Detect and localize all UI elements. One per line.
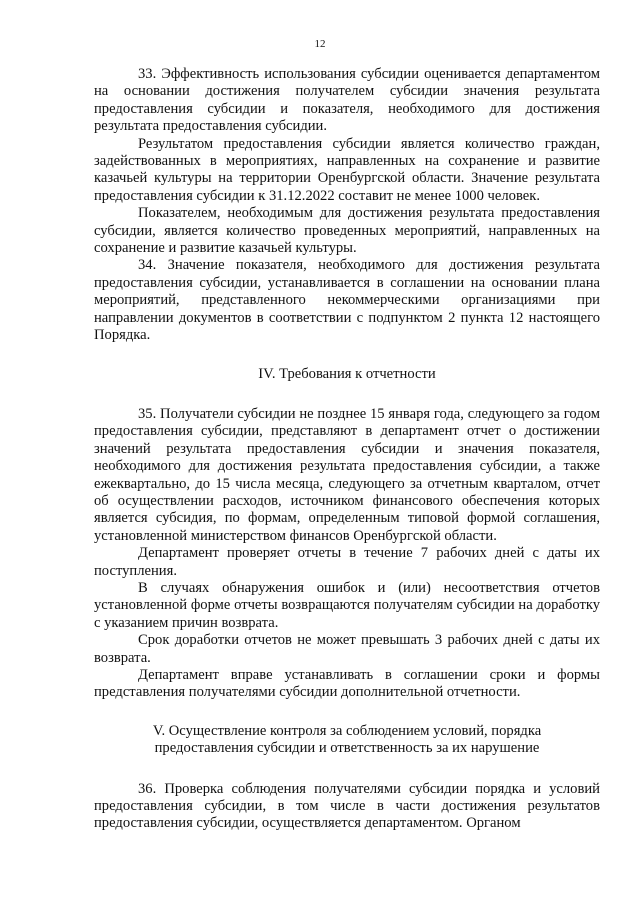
section-5-heading-line-1: V. Осуществление контроля за соблюдением условий, порядка xyxy=(152,722,542,739)
paragraph-35-errors: В случаях обнаружения ошибок и (или) несоответствия отчетов установленной форме отчеты возвращаются получателям субсидии на доработку с указанием причин возврата. xyxy=(94,579,600,631)
section-5-heading-line-2: предоставления субсидии и ответственность за их нарушение xyxy=(154,740,540,757)
spacer xyxy=(94,702,600,723)
spacer xyxy=(94,345,600,366)
paragraph-34: 34. Значение показателя, необходимого для достижения результата предоставления субсидии, устанавливается в соглашении на основании плана мероприятий, представленного некоммерческими организациями при направлении документов в соответствии с подпунктом 2 пункта 12 настоящего Порядка. xyxy=(94,257,600,344)
spacer xyxy=(94,383,600,406)
paragraph-33-result: Результатом предоставления субсидии является количество граждан, задействованных в мероприятиях, направленных на сохранение и развитие казачьей культуры на территории Оренбургской области. Значение результата предоставления субсидии к 31.12.2022 составит не менее 1000 человек. xyxy=(94,135,600,204)
section-4-heading: IV. Требования к отчетности xyxy=(258,365,436,382)
paragraph-36: 36. Проверка соблюдения получателями субсидии порядка и условий предоставления субсидии, в том числе в части достижения результатов предоставления субсидии, осуществляется департаментом. Органом xyxy=(94,780,600,832)
paragraph-35: 35. Получатели субсидии не позднее 15 января года, следующего за годом предоставления субсидии, представляют в департамент отчет о достижении значений результата предоставления субсидии и значения показателя, необходимого для достижения результата предоставления субсидии, а также ежеквартально, до 15 числа месяца, следующего за отчетным кварталом, отчет об осуществлении расходов, источником финансового обеспечения которых является субсидия, по формам, определенным типовой формой соглашения, установленной министерством финансов Оренбургской области. xyxy=(94,405,600,544)
document-body xyxy=(94,66,600,833)
paragraph-35-check: Департамент проверяет отчеты в течение 7 рабочих дней с даты их поступления. xyxy=(94,545,600,579)
paragraph-35-deadline: Срок доработки отчетов не может превышать 3 рабочих дней с даты их возврата. xyxy=(94,632,600,666)
spacer xyxy=(94,758,600,781)
paragraph-33: 33. Эффективность использования субсидии оценивается департаментом на основании достижения получателем субсидии значения результата предоставления субсидии и показателя, необходимого для достижения результата предоставления субсидии. xyxy=(94,66,600,135)
paragraph-33-indicator: Показателем, необходимым для достижения результата предоставления субсидии, является количество проведенных мероприятий, направленных на сохранение и развитие казачьей культуры. xyxy=(94,205,600,257)
page-number: 12 xyxy=(314,38,326,50)
paragraph-35-additional: Департамент вправе устанавливать в соглашении сроки и формы представления получателями субсидии дополнительной отчетности. xyxy=(94,667,600,701)
